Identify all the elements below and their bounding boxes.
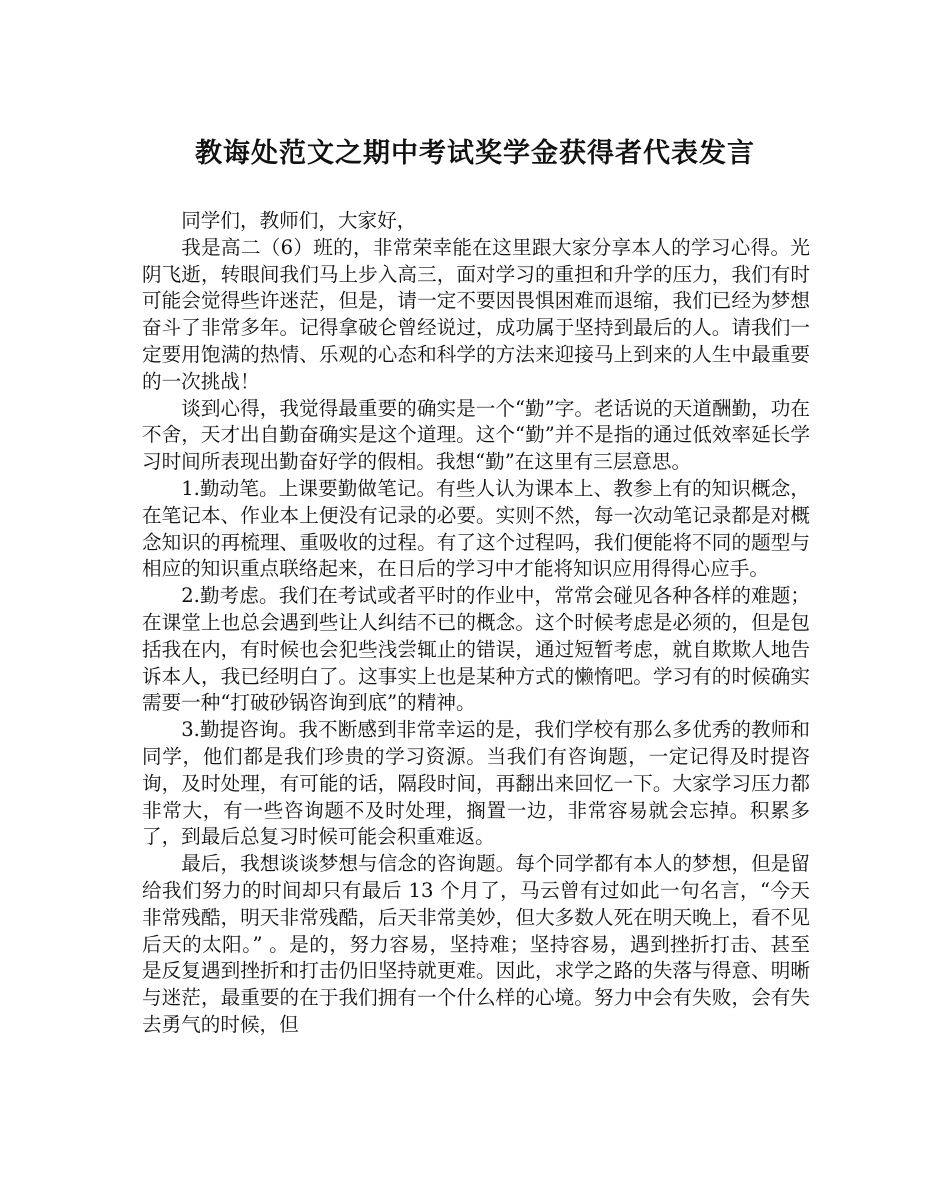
document-body xyxy=(142,208,810,1039)
paragraph-introduction: 我是高二（6）班的，非常荣幸能在这里跟大家分享本人的学习心得。光阴飞逝，转眼间我们马上步入高三，面对学习的重担和升学的压力，我们有时可能会觉得些许迷茫，但是，请一定不要因畏惧困难而退缩，我们已经为梦想奋斗了非常多年。记得拿破仑曾经说过，成功属于坚持到最后的人。请我们一定要用饱满的热情、乐观的心态和科学的方法来迎接马上到来的人生中最重要的一次挑战！ xyxy=(142,235,810,393)
paragraph-point-1: 1.勤动笔。上课要勤做笔记。有些人认为课本上、教参上有的知识概念，在笔记本、作业本上便没有记录的必要。实则不然，每一次动笔记录都是对概念知识的再梳理、重吸收的过程。有了这个过程吗，我们便能将不同的题型与相应的知识重点联络起来，在日后的学习中才能将知识应用得得心应手。 xyxy=(142,476,810,581)
paragraph-point-3: 3.勤提咨询。我不断感到非常幸运的是，我们学校有那么多优秀的教师和同学，他们都是我们珍贵的学习资源。当我们有咨询题，一定记得及时提咨询，及时处理，有可能的话，隔段时间，再翻出来回忆一下。大家学习压力都非常大，有一些咨询题不及时处理，搁置一边，非常容易就会忘掉。积累多了，到最后总复习时候可能会积重难返。 xyxy=(142,718,810,849)
paragraph-conclusion: 最后，我想谈谈梦想与信念的咨询题。每个同学都有本人的梦想，但是留给我们努力的时间却只有最后 13 个月了，马云曾有过如此一句名言，“今天非常残酷，明天非常残酷，后天非常美妙，但大多数人死在明天晚上，看不见后天的太阳。” 。是的，努力容易，坚持难；坚持容易，遇到挫折打击、甚至是反复遇到挫折和打击仍旧坚持就更难。因此，求学之路的失落与得意、明晰与迷茫，最重要的在于我们拥有一个什么样的心境。努力中会有失败，会有失去勇气的时候，但 xyxy=(142,852,810,1036)
paragraph-point-2: 2.勤考虑。我们在考试或者平时的作业中，常常会碰见各种各样的难题；在课堂上也总会遇到些让人纠结不已的概念。这个时候考虑是必须的，但是包括我在内，有时候也会犯些浅尝辄止的错误，通过短暂考虑，就自欺欺人地告诉本人，我已经明白了。这事实上也是某种方式的懒惰吧。学习有的时候确实需要一种“打破砂锅咨询到底”的精神。 xyxy=(142,584,810,715)
paragraph-diligence: 谈到心得，我觉得最重要的确实是一个“勤”字。老话说的天道酬勤，功在不舍，天才出自勤奋确实是这个道理。这个“勤”并不是指的通过低效率延长学习时间所表现出勤奋好学的假相。我想“勤”在这里有三层意思。 xyxy=(142,396,810,474)
document-title: 教诲处范文之期中考试奖学金获得者代表发言 xyxy=(195,138,755,169)
paragraph-greeting: 同学们，教师们，大家好， xyxy=(181,209,417,232)
